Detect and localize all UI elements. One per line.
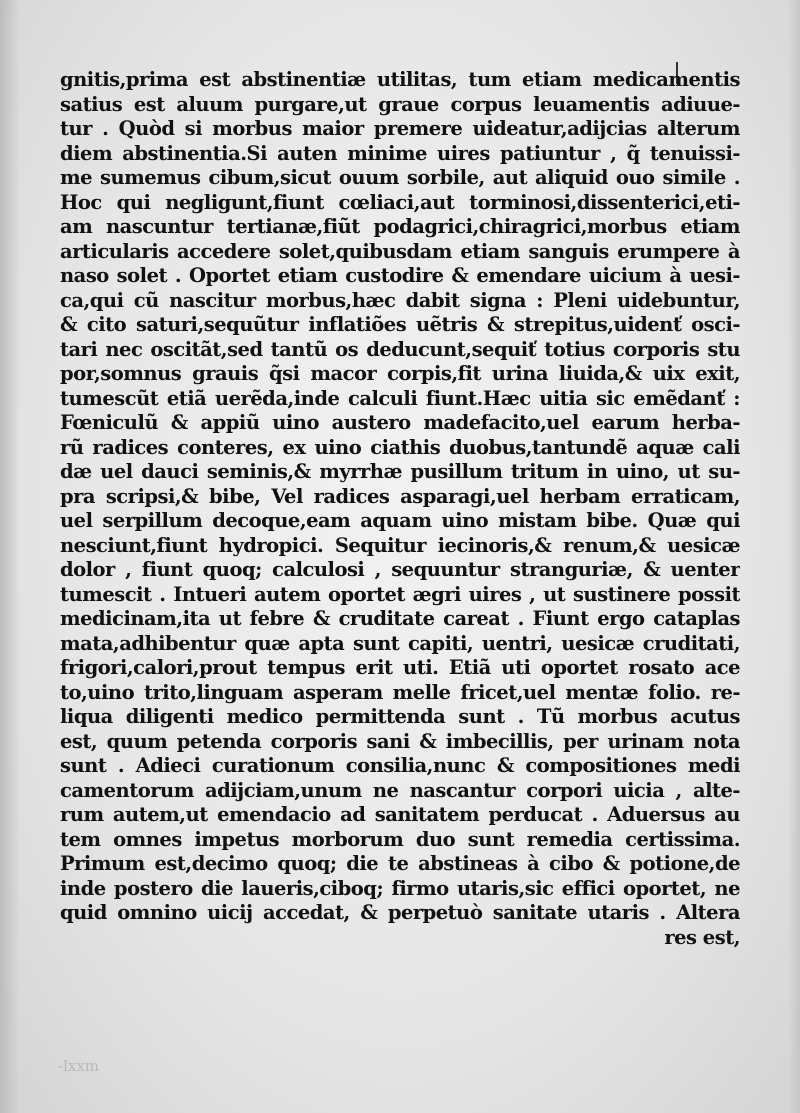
text-line: quid omnino uicij accedat, & perpetuò sanitate utaris . Altera — [60, 901, 740, 924]
text-line: mata,adhibentur quæ apta sunt capiti, uentri, uesicæ cruditati, — [60, 631, 740, 655]
text-line: Primum est,decimo quoq; die te abstineas à cibo & potione,de — [60, 852, 740, 875]
text-line: camentorum adijciam,unum ne nascantur corpori uicia , alte- — [60, 778, 740, 802]
text-line: tumescũt etiã uerẽda,inde calculi fiunt.Hæc uitia sic emẽdanť : — [60, 386, 740, 410]
text-block — [60, 68, 740, 950]
text-line-final: res est, — [664, 925, 740, 949]
text-line: medicinam,ita ut febre & cruditate careat . Fiunt ergo cataplas — [60, 607, 740, 630]
text-line: Fœniculũ & appiũ uino austero madefacito,uel earum herba- — [60, 411, 740, 434]
text-line: articularis accedere solet,quibusdam etiam sanguis erumpere à — [60, 239, 740, 263]
text-line: nesciunt,fiunt hydropici. Sequitur iecinoris,& renum,& uesicæ — [60, 533, 740, 557]
text-line: tem omnes impetus morborum duo sunt remedia certissima. — [60, 827, 740, 851]
text-line: uel serpillum decoque,eam aquam uino mistam bibe. Quæ qui — [60, 509, 740, 532]
text-line: pra scripsi,& bibe, Vel radices asparagi,uel herbam erraticam, — [60, 484, 740, 508]
text-line: satius est aluum purgare,ut graue corpus leuamentis adiuue- — [60, 92, 740, 116]
text-line: ca,qui cũ nascitur morbus,hæc dabit signa : Pleni uidebuntur, — [60, 288, 740, 312]
text-line: naso solet . Oportet etiam custodire & emendare uicium à uesi- — [60, 264, 740, 287]
text-line: Hoc qui negligunt,fiunt cœliaci,aut torminosi,dissenterici,eti- — [60, 190, 740, 214]
text-line: tari nec oscitãt,sed tantũ os deducunt,sequiť totius corporis stu — [60, 337, 740, 361]
text-line: inde postero die laueris,ciboq; firmo utaris,sic effici oportet, ne — [60, 876, 740, 900]
text-line: tumescit . Intueri autem oportet ægri uires , ut sustinere possit — [60, 582, 740, 606]
page-left-shadow — [0, 0, 20, 1113]
text-line: dæ uel dauci seminis,& myrrhæ pusillum tritum in uino, ut su- — [60, 460, 740, 483]
text-line: me sumemus cibum,sicut ouum sorbile, aut aliquid ouo simile . — [60, 166, 740, 189]
text-line: to,uino trito,linguam asperam melle fricet,uel mentæ folio. re- — [60, 680, 740, 704]
text-line: est, quum petenda corporis sani & imbecillis, per urinam nota — [60, 729, 740, 753]
text-line: sunt . Adieci curationum consilia,nunc & compositiones medi — [60, 754, 740, 777]
text-line: tur . Quòd si morbus maior premere uideatur,adijcias alterum — [60, 117, 740, 140]
text-line: por,somnus grauis q̃si macor corpis,fit urina liuida,& uix exit, — [60, 362, 740, 385]
text-line: gnitis,prima est abstinentiæ utilitas, tum etiam medicamentis — [60, 68, 740, 91]
text-line: rũ radices conteres, ex uino ciathis duobus,tantundẽ aquæ cali — [60, 435, 740, 459]
page-right-shadow — [788, 0, 800, 1113]
text-line: diem abstinentia.Si auten minime uires patiuntur , q̃ tenuissi- — [60, 141, 740, 165]
text-line: & cito saturi,sequũtur inflatiões uẽtris & strepitus,uidenť osci- — [60, 313, 740, 336]
text-line: am nascuntur tertianæ,fiũt podagrici,chiragrici,morbus etiam — [60, 215, 740, 238]
text-line: rum autem,ut emendacio ad sanitatem perducat . Aduersus au — [60, 803, 740, 826]
text-line: liqua diligenti medico permittenda sunt . Tũ morbus acutus — [60, 705, 740, 728]
faded-catchword: -lxxm — [58, 1057, 100, 1075]
text-line: frigori,calori,prout tempus erit uti. Etiã uti oportet rosato ace — [60, 656, 740, 679]
text-line: dolor , fiunt quoq; calculosi , sequuntur stranguriæ, & uenter — [60, 558, 740, 581]
